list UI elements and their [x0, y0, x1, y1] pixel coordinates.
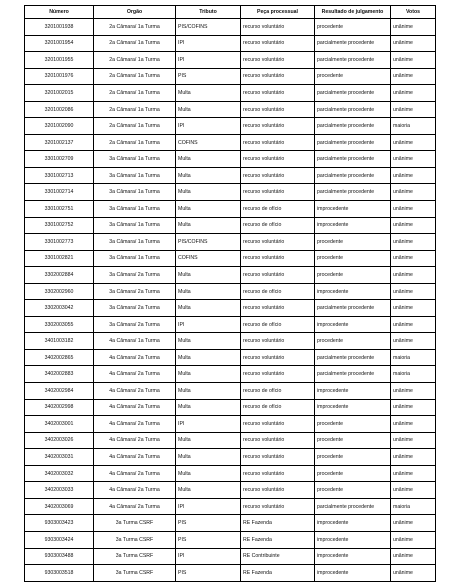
cell-peca-processual: recurso de ofício	[241, 399, 315, 416]
cell-orgao: 2a Câmara/ 1a Turma	[94, 118, 176, 135]
cell-votos: unânime	[391, 267, 436, 284]
cell-votos: unânime	[391, 449, 436, 466]
cell-orgao: 3a Turma CSRF	[94, 531, 176, 548]
cell-tributo: Multa	[176, 101, 241, 118]
cell-resultado: parcialmente procedente	[315, 498, 391, 515]
cell-resultado: parcialmente procedente	[315, 101, 391, 118]
table-row	[25, 267, 436, 284]
cell-orgao: 4a Câmara/ 2a Turma	[94, 416, 176, 433]
cell-numero: 3301002751	[25, 201, 94, 218]
cell-votos: unânime	[391, 134, 436, 151]
cell-votos: unânime	[391, 151, 436, 168]
cell-votos: unânime	[391, 482, 436, 499]
cell-peca-processual: recurso voluntário	[241, 85, 315, 102]
table-row	[25, 300, 436, 317]
cell-peca-processual: RE Fazenda	[241, 515, 315, 532]
cell-numero: 3201002090	[25, 118, 94, 135]
cell-orgao: 3a Câmara/ 2a Turma	[94, 283, 176, 300]
cell-resultado: improcedente	[315, 383, 391, 400]
cell-peca-processual: recurso voluntário	[241, 333, 315, 350]
cell-tributo: Multa	[176, 333, 241, 350]
cell-peca-processual: recurso voluntário	[241, 167, 315, 184]
cell-numero: 9303003488	[25, 548, 94, 565]
cell-numero: 3402003033	[25, 482, 94, 499]
cell-votos: unânime	[391, 35, 436, 52]
table-row	[25, 399, 436, 416]
cell-votos: unânime	[391, 333, 436, 350]
cell-peca-processual: recurso voluntário	[241, 416, 315, 433]
cell-numero: 3201001976	[25, 68, 94, 85]
cell-numero: 3402002865	[25, 349, 94, 366]
cell-orgao: 4a Câmara/ 1a Turma	[94, 333, 176, 350]
cell-resultado: parcialmente procedente	[315, 349, 391, 366]
cell-tributo: Multa	[176, 465, 241, 482]
cell-votos: unânime	[391, 85, 436, 102]
cell-orgao: 3a Câmara/ 2a Turma	[94, 267, 176, 284]
cell-resultado: improcedente	[315, 548, 391, 565]
cell-numero: 9303003518	[25, 565, 94, 582]
cell-tributo: IPI	[176, 548, 241, 565]
cell-orgao: 3a Câmara/ 1a Turma	[94, 234, 176, 251]
table-row	[25, 432, 436, 449]
cell-tributo: PIS	[176, 515, 241, 532]
cell-tributo: IPI	[176, 118, 241, 135]
cell-resultado: parcialmente procedente	[315, 167, 391, 184]
cell-peca-processual: recurso voluntário	[241, 432, 315, 449]
cell-votos: unânime	[391, 250, 436, 267]
table-row	[25, 565, 436, 582]
header-peca-processual: Peça processual	[241, 6, 315, 19]
cell-votos: unânime	[391, 432, 436, 449]
cell-resultado: improcedente	[315, 283, 391, 300]
table-row	[25, 482, 436, 499]
cell-resultado: improcedente	[315, 399, 391, 416]
cell-numero: 3201002086	[25, 101, 94, 118]
cell-tributo: Multa	[176, 217, 241, 234]
table-row	[25, 19, 436, 36]
cell-numero: 3402002883	[25, 366, 94, 383]
cell-tributo: PIS	[176, 565, 241, 582]
cell-votos: unânime	[391, 316, 436, 333]
cell-numero: 3302003042	[25, 300, 94, 317]
cell-resultado: procedente	[315, 250, 391, 267]
cell-numero: 3301002821	[25, 250, 94, 267]
cell-orgao: 4a Câmara/ 2a Turma	[94, 399, 176, 416]
table-row	[25, 52, 436, 69]
cell-numero: 9303003424	[25, 531, 94, 548]
cell-resultado: procedente	[315, 333, 391, 350]
cell-votos: unânime	[391, 101, 436, 118]
cell-peca-processual: recurso voluntário	[241, 52, 315, 69]
table-row	[25, 184, 436, 201]
cell-orgao: 3a Turma CSRF	[94, 515, 176, 532]
cell-tributo: PIS	[176, 68, 241, 85]
cell-votos: unânime	[391, 52, 436, 69]
table-row	[25, 250, 436, 267]
cell-resultado: parcialmente procedente	[315, 85, 391, 102]
cell-tributo: IPI	[176, 498, 241, 515]
cell-peca-processual: recurso voluntário	[241, 498, 315, 515]
cell-orgao: 4a Câmara/ 2a Turma	[94, 482, 176, 499]
table-row	[25, 316, 436, 333]
cell-peca-processual: recurso voluntário	[241, 151, 315, 168]
cell-orgao: 3a Turma CSRF	[94, 565, 176, 582]
decisions-table	[24, 5, 436, 582]
cell-orgao: 4a Câmara/ 2a Turma	[94, 498, 176, 515]
cell-votos: maioria	[391, 498, 436, 515]
cell-peca-processual: recurso voluntário	[241, 19, 315, 36]
table-row	[25, 217, 436, 234]
cell-resultado: improcedente	[315, 316, 391, 333]
cell-tributo: IPI	[176, 316, 241, 333]
cell-resultado: parcialmente procedente	[315, 151, 391, 168]
cell-peca-processual: recurso de ofício	[241, 383, 315, 400]
cell-numero: 3402003032	[25, 465, 94, 482]
cell-resultado: improcedente	[315, 217, 391, 234]
cell-votos: maioria	[391, 349, 436, 366]
cell-tributo: Multa	[176, 184, 241, 201]
cell-tributo: Multa	[176, 399, 241, 416]
cell-peca-processual: recurso voluntário	[241, 35, 315, 52]
table-row	[25, 515, 436, 532]
cell-resultado: procedente	[315, 449, 391, 466]
cell-orgao: 4a Câmara/ 2a Turma	[94, 465, 176, 482]
cell-peca-processual: recurso de ofício	[241, 316, 315, 333]
cell-resultado: improcedente	[315, 565, 391, 582]
cell-numero: 3402002984	[25, 383, 94, 400]
cell-votos: maioria	[391, 366, 436, 383]
cell-peca-processual: RE Fazenda	[241, 531, 315, 548]
cell-orgao: 4a Câmara/ 2a Turma	[94, 366, 176, 383]
cell-orgao: 2a Câmara/ 1a Turma	[94, 68, 176, 85]
table-row	[25, 416, 436, 433]
cell-peca-processual: recurso voluntário	[241, 449, 315, 466]
cell-votos: unânime	[391, 416, 436, 433]
cell-orgao: 4a Câmara/ 2a Turma	[94, 449, 176, 466]
cell-tributo: PIS/COFINS	[176, 19, 241, 36]
cell-tributo: IPI	[176, 52, 241, 69]
cell-tributo: Multa	[176, 167, 241, 184]
cell-numero: 3402002998	[25, 399, 94, 416]
table-row	[25, 366, 436, 383]
table-row	[25, 68, 436, 85]
cell-peca-processual: recurso voluntário	[241, 234, 315, 251]
table-row	[25, 35, 436, 52]
cell-orgao: 2a Câmara/ 1a Turma	[94, 52, 176, 69]
cell-tributo: PIS/COFINS	[176, 234, 241, 251]
header-orgao: Orgão	[94, 6, 176, 19]
table-row	[25, 101, 436, 118]
cell-resultado: parcialmente procedente	[315, 184, 391, 201]
cell-numero: 3402003026	[25, 432, 94, 449]
cell-resultado: parcialmente procedente	[315, 118, 391, 135]
table-body	[25, 19, 436, 582]
cell-votos: unânime	[391, 515, 436, 532]
cell-resultado: improcedente	[315, 515, 391, 532]
cell-resultado: procedente	[315, 432, 391, 449]
cell-numero: 3302003055	[25, 316, 94, 333]
table-row	[25, 151, 436, 168]
cell-numero: 3402003001	[25, 416, 94, 433]
cell-votos: unânime	[391, 465, 436, 482]
cell-orgao: 2a Câmara/ 1a Turma	[94, 101, 176, 118]
cell-peca-processual: recurso de ofício	[241, 217, 315, 234]
cell-tributo: Multa	[176, 432, 241, 449]
cell-peca-processual: recurso de ofício	[241, 283, 315, 300]
cell-resultado: procedente	[315, 234, 391, 251]
header-row	[25, 6, 436, 19]
cell-numero: 3201001954	[25, 35, 94, 52]
cell-tributo: Multa	[176, 449, 241, 466]
cell-orgao: 4a Câmara/ 2a Turma	[94, 383, 176, 400]
header-votos: Votos	[391, 6, 436, 19]
cell-tributo: Multa	[176, 85, 241, 102]
cell-peca-processual: recurso de ofício	[241, 201, 315, 218]
table-row	[25, 134, 436, 151]
cell-votos: unânime	[391, 234, 436, 251]
cell-orgao: 3a Câmara/ 1a Turma	[94, 217, 176, 234]
cell-votos: unânime	[391, 217, 436, 234]
table-header	[25, 6, 436, 19]
table-row	[25, 465, 436, 482]
cell-numero: 3201002015	[25, 85, 94, 102]
cell-numero: 3301002709	[25, 151, 94, 168]
cell-peca-processual: recurso voluntário	[241, 250, 315, 267]
cell-orgao: 3a Câmara/ 1a Turma	[94, 167, 176, 184]
table-row	[25, 85, 436, 102]
cell-votos: unânime	[391, 19, 436, 36]
cell-tributo: Multa	[176, 201, 241, 218]
cell-numero: 3301002713	[25, 167, 94, 184]
cell-votos: unânime	[391, 383, 436, 400]
cell-numero: 9303003423	[25, 515, 94, 532]
cell-resultado: parcialmente procedente	[315, 366, 391, 383]
cell-peca-processual: recurso voluntário	[241, 366, 315, 383]
cell-resultado: parcialmente procedente	[315, 52, 391, 69]
cell-peca-processual: recurso voluntário	[241, 134, 315, 151]
cell-orgao: 3a Câmara/ 1a Turma	[94, 151, 176, 168]
table-row	[25, 167, 436, 184]
table-row	[25, 349, 436, 366]
cell-tributo: Multa	[176, 366, 241, 383]
cell-numero: 3301002773	[25, 234, 94, 251]
cell-tributo: IPI	[176, 416, 241, 433]
cell-orgao: 4a Câmara/ 2a Turma	[94, 349, 176, 366]
cell-tributo: IPI	[176, 35, 241, 52]
cell-peca-processual: RE Fazenda	[241, 565, 315, 582]
cell-resultado: procedente	[315, 267, 391, 284]
table-row	[25, 234, 436, 251]
cell-orgao: 3a Câmara/ 1a Turma	[94, 184, 176, 201]
cell-numero: 3301002752	[25, 217, 94, 234]
cell-tributo: Multa	[176, 283, 241, 300]
cell-votos: unânime	[391, 184, 436, 201]
cell-resultado: procedente	[315, 19, 391, 36]
cell-peca-processual: recurso voluntário	[241, 68, 315, 85]
cell-tributo: Multa	[176, 267, 241, 284]
table-row	[25, 498, 436, 515]
table-row	[25, 531, 436, 548]
cell-resultado: parcialmente procedente	[315, 300, 391, 317]
cell-orgao: 2a Câmara/ 1a Turma	[94, 85, 176, 102]
cell-resultado: improcedente	[315, 531, 391, 548]
cell-resultado: parcialmente procedente	[315, 35, 391, 52]
cell-resultado: procedente	[315, 465, 391, 482]
cell-numero: 3401003182	[25, 333, 94, 350]
cell-numero: 3402003031	[25, 449, 94, 466]
cell-numero: 3201001938	[25, 19, 94, 36]
cell-peca-processual: recurso voluntário	[241, 300, 315, 317]
cell-peca-processual: recurso voluntário	[241, 465, 315, 482]
cell-orgao: 3a Câmara/ 2a Turma	[94, 300, 176, 317]
cell-votos: maioria	[391, 118, 436, 135]
table-row	[25, 548, 436, 565]
cell-numero: 3302002960	[25, 283, 94, 300]
cell-votos: unânime	[391, 68, 436, 85]
cell-orgao: 4a Câmara/ 2a Turma	[94, 432, 176, 449]
cell-peca-processual: recurso voluntário	[241, 267, 315, 284]
table-row	[25, 201, 436, 218]
cell-votos: unânime	[391, 300, 436, 317]
cell-peca-processual: recurso voluntário	[241, 349, 315, 366]
cell-tributo: COFINS	[176, 250, 241, 267]
cell-tributo: Multa	[176, 383, 241, 400]
table-row	[25, 118, 436, 135]
cell-orgao: 3a Câmara/ 1a Turma	[94, 250, 176, 267]
cell-numero: 3302002884	[25, 267, 94, 284]
cell-tributo: Multa	[176, 482, 241, 499]
cell-tributo: COFINS	[176, 134, 241, 151]
cell-resultado: procedente	[315, 482, 391, 499]
cell-orgao: 2a Câmara/ 1a Turma	[94, 35, 176, 52]
cell-tributo: PIS	[176, 531, 241, 548]
cell-peca-processual: recurso voluntário	[241, 184, 315, 201]
cell-tributo: Multa	[176, 300, 241, 317]
table-row	[25, 449, 436, 466]
cell-numero: 3201002137	[25, 134, 94, 151]
cell-votos: unânime	[391, 201, 436, 218]
decisions-table-container	[24, 5, 436, 582]
table-row	[25, 283, 436, 300]
cell-votos: unânime	[391, 548, 436, 565]
cell-peca-processual: recurso voluntário	[241, 101, 315, 118]
header-tributo: Tributo	[176, 6, 241, 19]
cell-peca-processual: recurso voluntário	[241, 118, 315, 135]
cell-resultado: improcedente	[315, 201, 391, 218]
cell-orgao: 3a Turma CSRF	[94, 548, 176, 565]
header-numero: Número	[25, 6, 94, 19]
cell-numero: 3201001955	[25, 52, 94, 69]
cell-votos: unânime	[391, 399, 436, 416]
cell-tributo: Multa	[176, 151, 241, 168]
cell-votos: unânime	[391, 283, 436, 300]
cell-votos: unânime	[391, 531, 436, 548]
cell-peca-processual: recurso voluntário	[241, 482, 315, 499]
cell-resultado: parcialmente procedente	[315, 134, 391, 151]
cell-votos: unânime	[391, 167, 436, 184]
cell-peca-processual: RE Contribuinte	[241, 548, 315, 565]
cell-tributo: Multa	[176, 349, 241, 366]
table-row	[25, 333, 436, 350]
cell-numero: 3402003069	[25, 498, 94, 515]
cell-resultado: procedente	[315, 416, 391, 433]
cell-orgao: 3a Câmara/ 2a Turma	[94, 316, 176, 333]
table-row	[25, 383, 436, 400]
cell-orgao: 2a Câmara/ 1a Turma	[94, 134, 176, 151]
cell-votos: unânime	[391, 565, 436, 582]
cell-resultado: procedente	[315, 68, 391, 85]
header-resultado: Resultado de julgamento	[315, 6, 391, 19]
cell-orgao: 2a Câmara/ 1a Turma	[94, 19, 176, 36]
cell-numero: 3301002714	[25, 184, 94, 201]
cell-orgao: 3a Câmara/ 1a Turma	[94, 201, 176, 218]
